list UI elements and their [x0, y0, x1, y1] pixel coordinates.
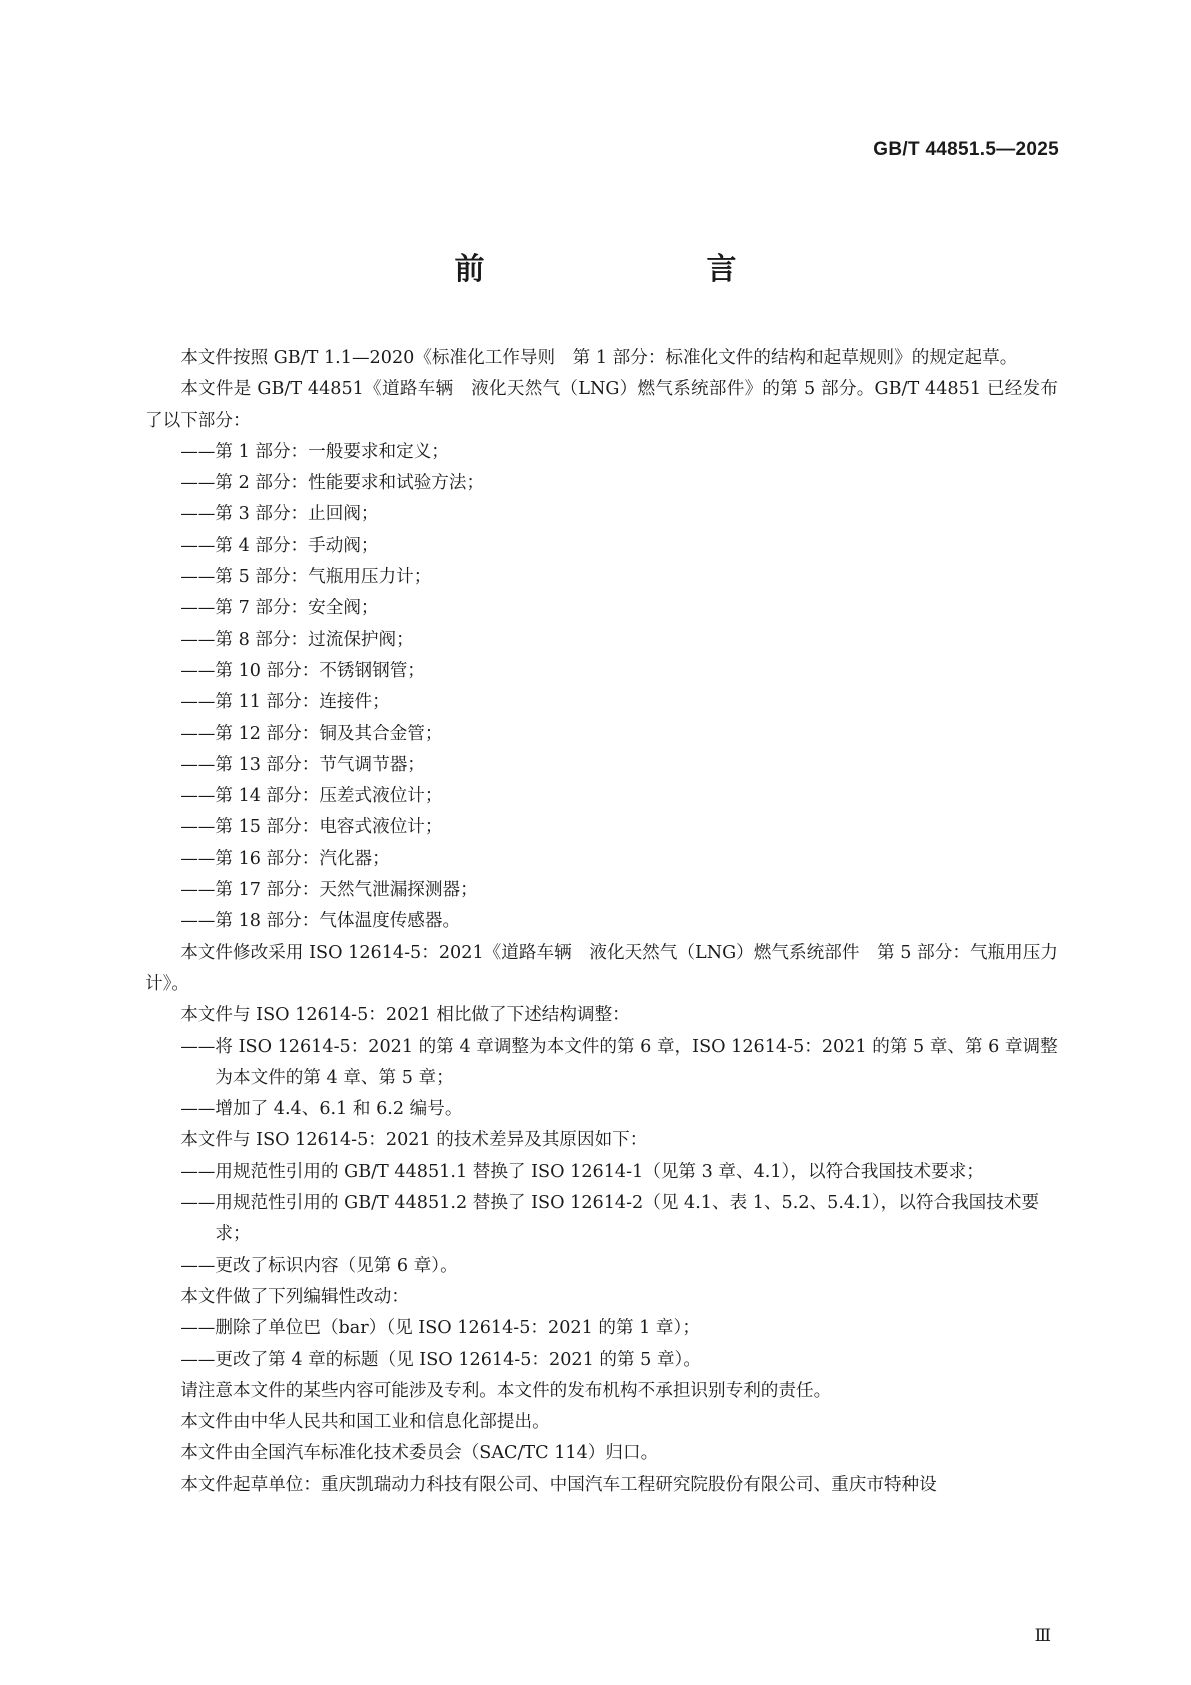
foreword-body	[145, 343, 1058, 1501]
paragraph-technical-differences: 本文件与 ISO 12614-5：2021 的技术差异及其原因如下：	[180, 1130, 648, 1151]
list-item: —— 第 15 部分：电容式液位计；	[180, 817, 443, 838]
page-number: Ⅲ	[1034, 1626, 1051, 1646]
list-item: —— 用规范性引用的 GB/T 44851.2 替换了 ISO 12614-2（见 4.1、表 1、5.2、5.4.1），以符合我国技术要求；	[180, 1193, 1040, 1245]
list-item: —— 增加了 4.4、6.1 和 6.2 编号。	[180, 1099, 463, 1120]
list-item: —— 第 12 部分：铜及其合金管；	[180, 723, 443, 744]
list-item: —— 删除了单位巴（bar）（见 ISO 12614-5：2021 的第 1 章）；	[180, 1318, 700, 1339]
paragraph-drafting-rules: 本文件按照 GB/T 1.1—2020《标准化工作导则 第 1 部分：标准化文件的结构和起草规则》的规定起草。	[180, 348, 1018, 368]
page-title: 前 言	[454, 252, 791, 287]
list-item: —— 第 3 部分：止回阀；	[180, 504, 379, 525]
paragraph-editorial-changes: 本文件做了下列编辑性改动：	[180, 1286, 409, 1307]
list-item: —— 第 14 部分：压差式液位计；	[180, 786, 443, 807]
paragraph-centralized-by: 本文件由全国汽车标准化技术委员会（SAC/TC 114）归口。	[180, 1443, 659, 1464]
list-item: —— 第 4 部分：手动阀；	[180, 535, 379, 556]
paragraph-drafting-organizations: 本文件起草单位：重庆凯瑞动力科技有限公司、中国汽车工程研究院股份有限公司、重庆市特种设	[180, 1474, 937, 1495]
editorial-changes-list	[145, 1313, 1058, 1376]
paragraph-patent-notice: 请注意本文件的某些内容可能涉及专利。本文件的发布机构不承担识别专利的责任。	[180, 1380, 832, 1401]
paragraph-part-of-series: 本文件是 GB/T 44851《道路车辆 液化天然气（LNG）燃气系统部件》的第 5 部分。GB/T 44851 已经发布了以下部分：	[145, 379, 1058, 431]
list-item: —— 用规范性引用的 GB/T 44851.1 替换了 ISO 12614-1（见第 3 章、4.1），以符合我国技术要求；	[180, 1161, 984, 1182]
document-code: GB/T 44851.5—2025	[873, 139, 1059, 160]
list-item: —— 第 10 部分：不锈钢钢管；	[180, 660, 425, 681]
list-item: —— 第 18 部分：气体温度传感器。	[180, 911, 461, 932]
list-item: —— 第 2 部分：性能要求和试验方法；	[180, 473, 485, 494]
parts-list	[145, 437, 1058, 938]
technical-differences-list	[145, 1157, 1058, 1282]
list-item: —— 第 7 部分：安全阀；	[180, 598, 379, 619]
list-item: —— 第 8 部分：过流保护阀；	[180, 629, 414, 650]
list-item: —— 更改了标识内容（见第 6 章）。	[180, 1255, 458, 1276]
list-item: —— 将 ISO 12614-5：2021 的第 4 章调整为本文件的第 6 章，ISO 12614-5：2021 的第 5 章、第 6 章调整为本文件的第 4 章、第 5 章；	[180, 1036, 1058, 1088]
list-item: —— 第 17 部分：天然气泄漏探测器；	[180, 880, 478, 901]
structural-changes-list	[145, 1032, 1058, 1126]
list-item: —— 第 16 部分：汽化器；	[180, 848, 390, 869]
paragraph-modification-basis: 本文件修改采用 ISO 12614-5：2021《道路车辆 液化天然气（LNG）燃气系统部件 第 5 部分：气瓶用压力计》。	[145, 942, 1058, 994]
list-item: —— 第 5 部分：气瓶用压力计；	[180, 567, 432, 588]
list-item: —— 第 11 部分：连接件；	[180, 692, 390, 713]
list-item: —— 第 1 部分：一般要求和定义；	[180, 441, 449, 462]
list-item: —— 第 13 部分：节气调节器；	[180, 754, 425, 775]
list-item: —— 更改了第 4 章的标题（见 ISO 12614-5：2021 的第 5 章）。	[180, 1349, 701, 1370]
paragraph-proposer: 本文件由中华人民共和国工业和信息化部提出。	[180, 1412, 550, 1433]
paragraph-structural-changes: 本文件与 ISO 12614-5：2021 相比做了下述结构调整：	[180, 1005, 630, 1026]
